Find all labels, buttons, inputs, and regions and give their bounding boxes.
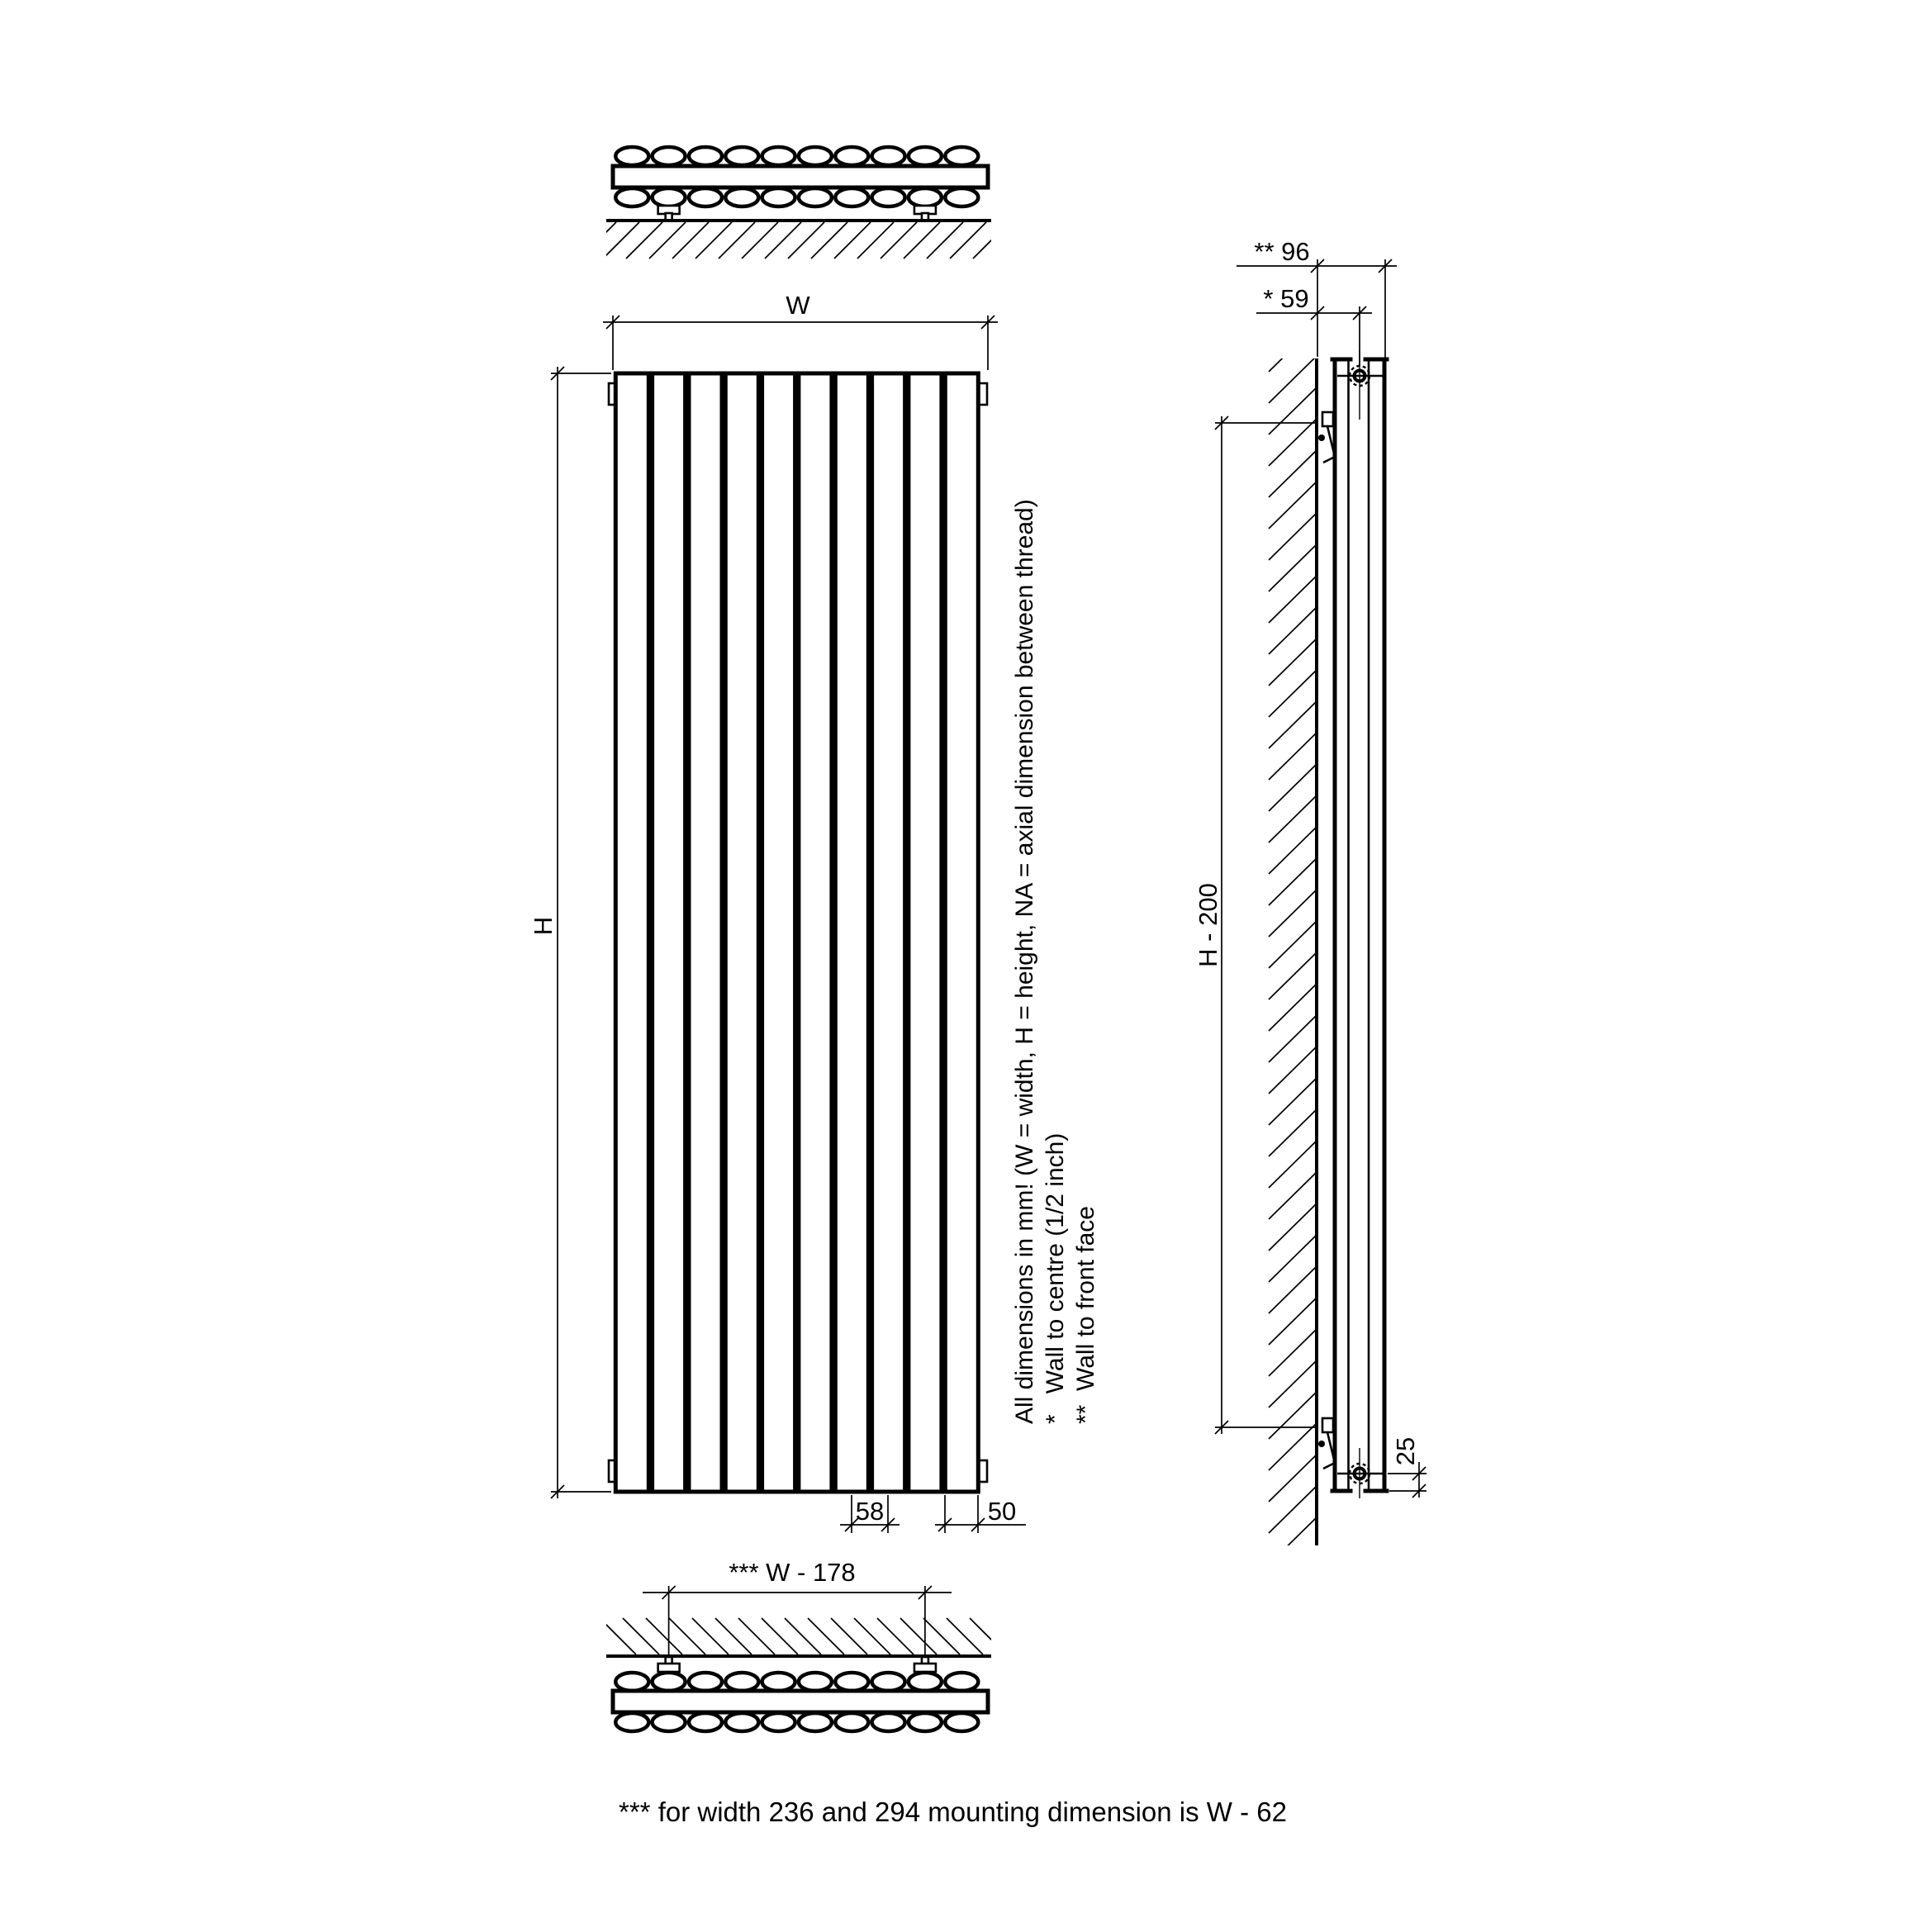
wall-to-centre-note: * Wall to centre (1/2 inch) bbox=[1042, 1132, 1069, 1424]
bottom-offset-label: 25 bbox=[1391, 1436, 1420, 1466]
bracket-pin bbox=[1318, 434, 1325, 441]
width-dimension-label: W bbox=[786, 291, 810, 320]
bracket-clip bbox=[1322, 412, 1333, 426]
radiator-panel bbox=[615, 373, 648, 1492]
bracket-pin bbox=[1318, 1441, 1325, 1447]
mounting-bracket bbox=[914, 1664, 936, 1672]
radiator-panel bbox=[835, 373, 868, 1492]
radiator-panel bbox=[909, 373, 942, 1492]
height-dimension-label: H bbox=[529, 916, 558, 936]
wall-to-front-note: ** Wall to front face bbox=[1072, 1206, 1099, 1424]
mounting-bracket bbox=[658, 1664, 680, 1672]
radiator-panel bbox=[945, 373, 978, 1492]
radiator-panel bbox=[799, 373, 832, 1492]
bracket-span-label: H - 200 bbox=[1194, 883, 1222, 967]
collector-section bbox=[613, 1691, 988, 1712]
wall-to-centre-label: * 59 bbox=[1263, 284, 1309, 313]
bracket-spacing-label: *** W - 178 bbox=[729, 1558, 856, 1587]
radiator-panel bbox=[689, 373, 722, 1492]
radiator-panel bbox=[725, 373, 758, 1492]
wall-to-front-face-label: ** 96 bbox=[1254, 237, 1310, 266]
bracket-clip bbox=[1322, 1418, 1333, 1432]
radiator-panels bbox=[615, 373, 978, 1492]
footnote: *** for width 236 and 294 mounting dimension is W - 62 bbox=[619, 1797, 1287, 1827]
collector-section bbox=[613, 166, 988, 188]
radiator-panel bbox=[872, 373, 905, 1492]
radiator-panel bbox=[653, 373, 686, 1492]
units-note: All dimensions in mm! (W = width, H = height, NA = axial dimension between thread) bbox=[1011, 499, 1038, 1424]
radiator-panel bbox=[762, 373, 795, 1492]
tube-width-label: 50 bbox=[987, 1497, 1017, 1526]
tube-pitch-label: 58 bbox=[855, 1497, 885, 1526]
